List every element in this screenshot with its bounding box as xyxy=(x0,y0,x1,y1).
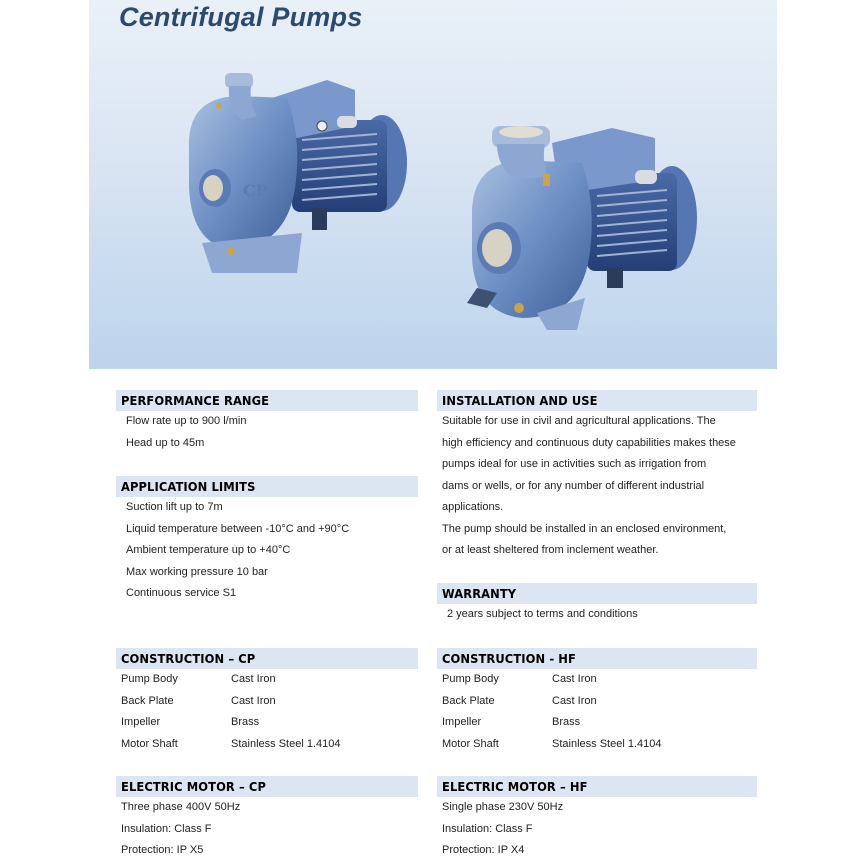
section-header: INSTALLATION AND USE xyxy=(437,390,757,411)
hf-pump-image xyxy=(457,118,707,338)
section-header: CONSTRUCTION – CP xyxy=(116,648,418,669)
construction-row: Motor Shaft Stainless Steel 1.4104 xyxy=(442,737,662,750)
page-title: Centrifugal Pumps xyxy=(119,2,363,32)
construction-row: Pump Body Cast Iron xyxy=(121,673,276,685)
construction-row: Pump Body Cast Iron xyxy=(442,673,597,685)
construction-row: Impeller Brass xyxy=(442,716,581,728)
spec-line: Protection: IP X4 xyxy=(442,844,525,856)
section-header: CONSTRUCTION - HF xyxy=(437,648,757,669)
paragraph-line: high efficiency and continuous duty capabilities makes these xyxy=(442,436,736,449)
cp-pump-image xyxy=(177,68,417,278)
paragraph-line: pumps ideal for use in activities such as irrigation from xyxy=(442,458,707,470)
section-header: PERFORMANCE RANGE xyxy=(116,390,418,411)
spec-line: Suction lift up to 7m xyxy=(126,501,223,513)
section-header: WARRANTY xyxy=(437,583,757,604)
section-header: APPLICATION LIMITS xyxy=(116,476,418,497)
spec-line: Head up to 45m xyxy=(126,436,205,449)
electric-motor-hf-section xyxy=(437,776,757,862)
construction-hf-section xyxy=(437,648,757,755)
section-header: ELECTRIC MOTOR – CP xyxy=(116,776,418,797)
paragraph-line: or at least sheltered from inclement weather. xyxy=(442,544,659,556)
spec-line: Three phase 400V 50Hz xyxy=(121,801,241,813)
svg-text:CP: CP xyxy=(243,181,268,200)
spec-line: Insulation: Class F xyxy=(442,822,533,835)
paragraph-line: The pump should be installed in an enclosed environment, xyxy=(442,522,727,535)
spec-line: Flow rate up to 900 l/min xyxy=(126,415,247,427)
electric-motor-cp-section xyxy=(116,776,418,862)
paragraph-line: Suitable for use in civil and agricultural applications. The xyxy=(442,415,716,427)
paragraph-line: dams or wells, or for any number of different industrial xyxy=(442,479,705,492)
construction-row: Back Plate Cast Iron xyxy=(442,694,597,707)
product-banner xyxy=(89,0,777,369)
spec-line: Continuous service S1 xyxy=(126,587,237,599)
spec-line: Protection: IP X5 xyxy=(121,844,204,856)
construction-row: Motor Shaft Stainless Steel 1.4104 xyxy=(121,737,341,750)
paragraph-line: applications. xyxy=(442,501,504,513)
construction-row: Impeller Brass xyxy=(121,716,260,728)
spec-line: Ambient temperature up to +40°C xyxy=(126,544,291,556)
installation-section xyxy=(437,390,757,562)
construction-row: Back Plate Cast Iron xyxy=(121,694,276,707)
spec-line: Liquid temperature between -10°C and +90°C xyxy=(126,522,350,535)
section-header: ELECTRIC MOTOR – HF xyxy=(437,776,757,797)
application-limits-section xyxy=(116,476,418,605)
construction-cp-section xyxy=(116,648,418,755)
spec-line: Insulation: Class F xyxy=(121,822,212,835)
spec-line: Max working pressure 10 bar xyxy=(126,565,268,578)
performance-range-section xyxy=(116,390,418,454)
spec-line: Single phase 230V 50Hz xyxy=(442,801,564,813)
warranty-section xyxy=(437,583,757,626)
spec-line: 2 years subject to terms and conditions xyxy=(447,608,638,620)
